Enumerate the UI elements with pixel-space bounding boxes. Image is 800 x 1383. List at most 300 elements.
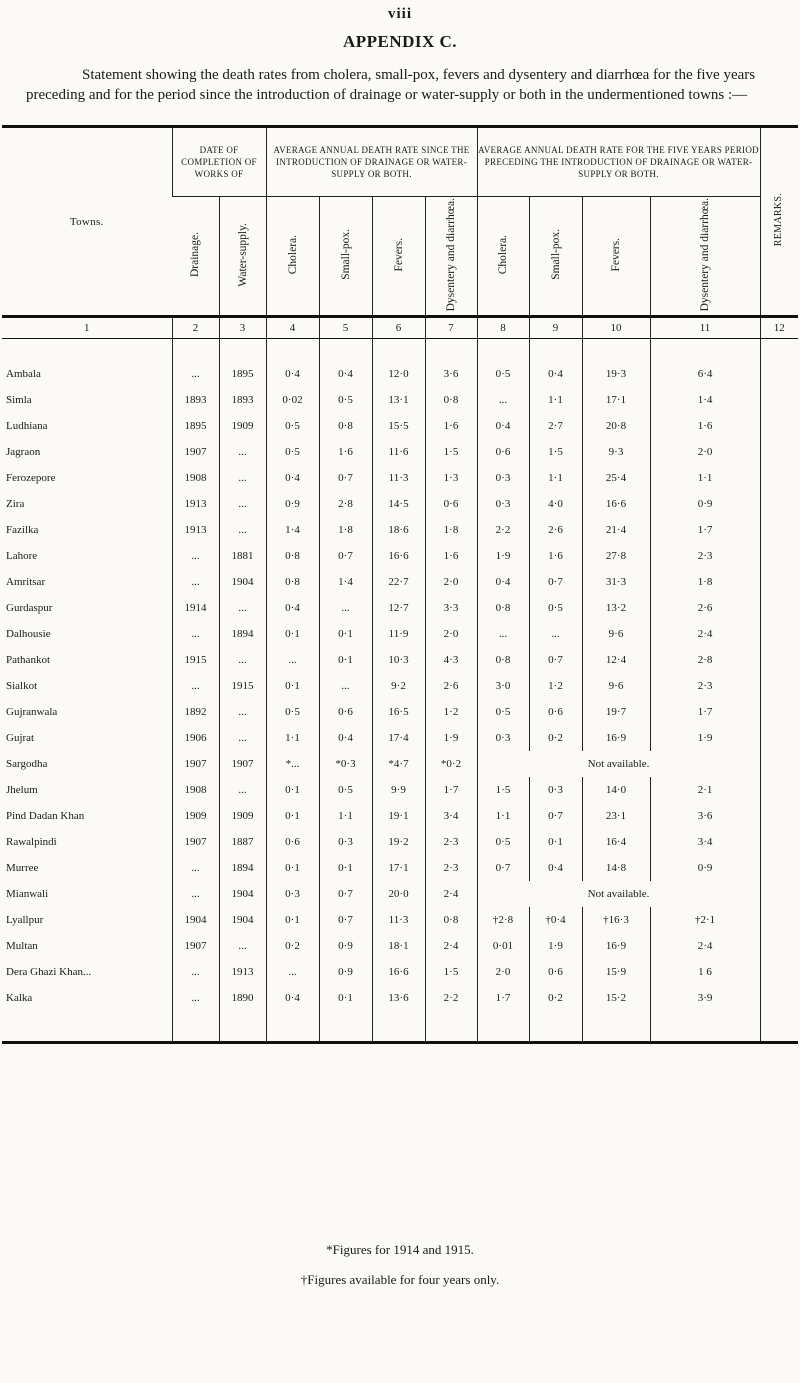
pre-cholera-cell: 1·9 [477, 543, 529, 569]
remarks-cell [760, 829, 798, 855]
since-cholera-cell: 0·1 [266, 621, 319, 647]
since-dysentery-cell: 2·4 [425, 881, 477, 907]
pre-cholera-cell: 0·8 [477, 595, 529, 621]
since-group-header: AVERAGE ANNUAL DEATH RATE SINCE THE INTRODUCTION OF DRAINAGE OR WATER-SUPPLY OR BOTH. [266, 127, 477, 197]
since-fevers-header [372, 197, 425, 317]
pre-smallpox-cell: 2·6 [529, 517, 582, 543]
remarks-cell [760, 621, 798, 647]
since-dysentery-cell: 2·0 [425, 621, 477, 647]
since-smallpox-cell: 0·1 [319, 985, 372, 1011]
town-cell: Fazilka [6, 524, 39, 536]
remarks-cell [760, 751, 798, 777]
pre-fevers-cell: 16·4 [582, 829, 650, 855]
pre-smallpox-cell: 0·7 [529, 647, 582, 673]
remarks-cell [760, 491, 798, 517]
pre-cholera-header [477, 197, 529, 317]
pre-fevers-cell: 21·4 [582, 517, 650, 543]
col-num: 1 [2, 317, 172, 339]
drainage-cell: 1892 [172, 699, 219, 725]
since-dysentery-cell: 0·8 [425, 907, 477, 933]
pre-cholera-cell: †2·8 [477, 907, 529, 933]
pre-smallpox-label: Small-pox. [549, 229, 562, 280]
remarks-cell [760, 517, 798, 543]
water-supply-cell: 1909 [219, 413, 266, 439]
pre-smallpox-cell: 0·2 [529, 985, 582, 1011]
table-row [2, 361, 798, 387]
remarks-cell [760, 439, 798, 465]
town-cell: Gurdaspur [6, 602, 53, 614]
since-fevers-cell: 11·3 [372, 465, 425, 491]
pre-dysentery-cell: 6·4 [650, 361, 760, 387]
pre-smallpox-cell: 1·1 [529, 465, 582, 491]
pre-fevers-cell: 16·6 [582, 491, 650, 517]
table-row [2, 907, 798, 933]
since-dysentery-cell: 1·5 [425, 959, 477, 985]
pre-dysentery-cell: †2·1 [650, 907, 760, 933]
since-dysentery-cell: 2·0 [425, 569, 477, 595]
since-smallpox-cell: 0·4 [319, 725, 372, 751]
pre-fevers-cell: 14·0 [582, 777, 650, 803]
pre-dysentery-cell: 3·9 [650, 985, 760, 1011]
water-supply-label: Water-supply. [236, 222, 249, 287]
remarks-cell [760, 855, 798, 881]
since-smallpox-cell: 1·4 [319, 569, 372, 595]
since-smallpox-cell: 0·7 [319, 543, 372, 569]
since-fevers-cell: 14·5 [372, 491, 425, 517]
water-supply-cell: ... [219, 777, 266, 803]
pre-smallpox-cell: 0·1 [529, 829, 582, 855]
since-fevers-label: Fevers. [392, 237, 405, 272]
death-rate-table [2, 125, 798, 1044]
since-dysentery-cell: 1·7 [425, 777, 477, 803]
town-cell: Gujranwala [6, 706, 58, 718]
since-cholera-header [266, 197, 319, 317]
water-supply-cell: 1904 [219, 881, 266, 907]
pre-fevers-cell: 9·6 [582, 673, 650, 699]
drainage-cell: 1906 [172, 725, 219, 751]
col-num: 10 [582, 317, 650, 339]
since-cholera-cell: 0·8 [266, 543, 319, 569]
since-smallpox-cell: 0·9 [319, 959, 372, 985]
since-cholera-cell: 0·5 [266, 413, 319, 439]
water-supply-cell: 1904 [219, 907, 266, 933]
since-smallpox-cell: 0·5 [319, 777, 372, 803]
since-cholera-cell: 0·1 [266, 855, 319, 881]
pre-smallpox-cell: 4·0 [529, 491, 582, 517]
remarks-cell [760, 959, 798, 985]
table-row [2, 517, 798, 543]
since-smallpox-cell: 0·7 [319, 881, 372, 907]
footnote-dagger: †Figures available for four years only. [300, 1272, 500, 1287]
water-supply-cell: 1915 [219, 673, 266, 699]
pre-dysentery-cell: 2·8 [650, 647, 760, 673]
town-cell: Lyallpur [6, 914, 44, 926]
since-cholera-cell: 0·1 [266, 803, 319, 829]
table-row [2, 933, 798, 959]
pre-fevers-cell: 20·8 [582, 413, 650, 439]
pre-cholera-label: Cholera. [497, 234, 510, 275]
pre-smallpox-cell: 0·2 [529, 725, 582, 751]
remarks-cell [760, 881, 798, 907]
water-supply-cell: 1887 [219, 829, 266, 855]
pre-cholera-cell: 3·0 [477, 673, 529, 699]
since-cholera-cell: 0·4 [266, 595, 319, 621]
not-available-cell: Not available. [477, 881, 760, 907]
water-supply-cell: 1881 [219, 543, 266, 569]
date-group-header: DATE OF COMPLETION OF WORKS OF [172, 127, 266, 197]
pre-fevers-header [582, 197, 650, 317]
table-row [2, 959, 798, 985]
since-fevers-cell: 18·1 [372, 933, 425, 959]
pre-dysentery-cell: 1·7 [650, 517, 760, 543]
since-cholera-cell: 1·4 [266, 517, 319, 543]
towns-header [2, 127, 172, 317]
pre-cholera-cell: 2·0 [477, 959, 529, 985]
water-supply-header [219, 197, 266, 317]
water-supply-cell: 1904 [219, 569, 266, 595]
since-dysentery-cell: 4·3 [425, 647, 477, 673]
remarks-cell [760, 465, 798, 491]
drainage-cell: 1895 [172, 413, 219, 439]
table-row [2, 465, 798, 491]
pre-fevers-cell: 17·1 [582, 387, 650, 413]
pre-dysentery-cell: 1·8 [650, 569, 760, 595]
town-cell: Rawalpindi [6, 836, 57, 848]
pre-cholera-cell: 2·2 [477, 517, 529, 543]
pre-dysentery-cell: 1·7 [650, 699, 760, 725]
drainage-cell: ... [172, 673, 219, 699]
drainage-cell: ... [172, 985, 219, 1011]
pre-dysentery-cell: 3·6 [650, 803, 760, 829]
pre-fevers-cell: 25·4 [582, 465, 650, 491]
water-supply-cell: 1895 [219, 361, 266, 387]
since-dysentery-cell: 2·6 [425, 673, 477, 699]
since-cholera-cell: ... [266, 959, 319, 985]
appendix-title: APPENDIX C. [342, 32, 458, 51]
pre-cholera-cell: 1·1 [477, 803, 529, 829]
town-cell: Dera Ghazi Khan... [6, 966, 92, 978]
drainage-cell: 1907 [172, 439, 219, 465]
remarks-cell [760, 361, 798, 387]
pre-cholera-cell: ... [477, 387, 529, 413]
town-cell: Jhelum [6, 784, 38, 796]
table-row [2, 491, 798, 517]
not-available-cell: Not available. [477, 751, 760, 777]
pre-dysentery-cell: 1·4 [650, 387, 760, 413]
town-cell: Lahore [6, 550, 38, 562]
since-cholera-label: Cholera. [286, 234, 299, 275]
drainage-header [172, 197, 219, 317]
col-num: 3 [219, 317, 266, 339]
col-num: 8 [477, 317, 529, 339]
water-supply-cell: ... [219, 699, 266, 725]
since-cholera-cell: 0·3 [266, 881, 319, 907]
pre-dysentery-cell: 2·6 [650, 595, 760, 621]
since-cholera-cell: 0·4 [266, 985, 319, 1011]
town-cell: Multan [6, 940, 38, 952]
pre-fevers-cell: 27·8 [582, 543, 650, 569]
town-cell: Ferozepore [6, 472, 56, 484]
since-cholera-cell: 0·8 [266, 569, 319, 595]
towns-header-label: Towns. [69, 215, 104, 228]
pre-dysentery-cell: 1·6 [650, 413, 760, 439]
since-cholera-cell: 0·6 [266, 829, 319, 855]
water-supply-cell: 1913 [219, 959, 266, 985]
drainage-cell: 1907 [172, 933, 219, 959]
since-dysentery-cell: 2·3 [425, 829, 477, 855]
pre-fevers-cell: 14·8 [582, 855, 650, 881]
water-supply-cell: ... [219, 465, 266, 491]
pre-fevers-label: Fevers. [610, 237, 623, 272]
pre-dysentery-cell: 2·3 [650, 543, 760, 569]
remarks-cell [760, 985, 798, 1011]
since-dysentery-cell: 3·3 [425, 595, 477, 621]
column-number-row [2, 317, 798, 339]
col-num: 5 [319, 317, 372, 339]
table-row [2, 777, 798, 803]
statement-text: Statement showing the death rates from cholera, small-pox, fevers and dysentery and diarrhœa for the five years preceding and for the period since the introduction of drainage or water-supply or both in the undermentioned towns :— [26, 67, 756, 103]
since-dysentery-cell: 1·5 [425, 439, 477, 465]
since-smallpox-cell: *0·3 [319, 751, 372, 777]
water-supply-cell: ... [219, 439, 266, 465]
table-row [2, 751, 798, 777]
since-smallpox-cell: 0·1 [319, 647, 372, 673]
since-smallpox-cell: 0·5 [319, 387, 372, 413]
since-dysentery-header [425, 197, 477, 317]
remarks-cell [760, 725, 798, 751]
town-cell: Sargodha [6, 758, 48, 770]
since-dysentery-cell: 0·6 [425, 491, 477, 517]
pre-dysentery-cell: 2·4 [650, 621, 760, 647]
since-dysentery-cell: 1·2 [425, 699, 477, 725]
col-num: 2 [172, 317, 219, 339]
since-cholera-cell: 0·1 [266, 673, 319, 699]
drainage-cell: 1907 [172, 829, 219, 855]
pre-fevers-cell: †16·3 [582, 907, 650, 933]
pre-dysentery-cell: 2·1 [650, 777, 760, 803]
col-num: 7 [425, 317, 477, 339]
water-supply-cell: ... [219, 725, 266, 751]
drainage-cell: 1908 [172, 465, 219, 491]
since-smallpox-cell: 0·7 [319, 465, 372, 491]
remarks-cell [760, 387, 798, 413]
pre-dysentery-cell: 2·3 [650, 673, 760, 699]
pre-smallpox-cell: 0·3 [529, 777, 582, 803]
water-supply-cell: 1893 [219, 387, 266, 413]
since-dysentery-label: Dysentery and diarrhœa. [445, 197, 458, 312]
water-supply-cell: 1894 [219, 621, 266, 647]
water-supply-cell: ... [219, 647, 266, 673]
drainage-cell: ... [172, 881, 219, 907]
since-smallpox-cell: 0·9 [319, 933, 372, 959]
pre-dysentery-cell: 1 6 [650, 959, 760, 985]
page-number: viii [387, 6, 412, 22]
since-fevers-cell: 11·3 [372, 907, 425, 933]
pre-smallpox-cell: 1·1 [529, 387, 582, 413]
since-smallpox-cell: 0·8 [319, 413, 372, 439]
pre-fevers-cell: 12·4 [582, 647, 650, 673]
since-cholera-cell: 1·1 [266, 725, 319, 751]
water-supply-cell: ... [219, 491, 266, 517]
pre-smallpox-cell: 0·5 [529, 595, 582, 621]
col-num: 12 [760, 317, 798, 339]
preceding-group-header: AVERAGE ANNUAL DEATH RATE FOR THE FIVE YEARS PERIOD PRECEDING THE INTRODUCTION OF DRAINAGE OR WATER-SUPPLY OR BOTH. [477, 127, 760, 197]
since-smallpox-cell: 0·1 [319, 855, 372, 881]
pre-cholera-cell: 1·5 [477, 777, 529, 803]
pre-dysentery-cell: 2·4 [650, 933, 760, 959]
since-dysentery-cell: 1·6 [425, 413, 477, 439]
pre-fevers-cell: 15·2 [582, 985, 650, 1011]
town-cell: Dalhousie [6, 628, 51, 640]
since-fevers-cell: 13·1 [372, 387, 425, 413]
pre-cholera-cell: 0·3 [477, 491, 529, 517]
drainage-cell: 1908 [172, 777, 219, 803]
since-fevers-cell: 22·7 [372, 569, 425, 595]
pre-fevers-cell: 16·9 [582, 725, 650, 751]
since-fevers-cell: 17·1 [372, 855, 425, 881]
since-cholera-cell: ... [266, 647, 319, 673]
table-row [2, 595, 798, 621]
pre-cholera-cell: 0·6 [477, 439, 529, 465]
pre-fevers-cell: 19·3 [582, 361, 650, 387]
drainage-cell: 1907 [172, 751, 219, 777]
pre-dysentery-cell: 1·1 [650, 465, 760, 491]
pre-smallpox-cell: 2·7 [529, 413, 582, 439]
pre-cholera-cell: 0·4 [477, 569, 529, 595]
since-fevers-cell: 11·6 [372, 439, 425, 465]
drainage-cell: 1914 [172, 595, 219, 621]
remarks-cell [760, 777, 798, 803]
since-fevers-cell: 16·5 [372, 699, 425, 725]
pre-smallpox-cell: ... [529, 621, 582, 647]
pre-smallpox-cell: 1·6 [529, 543, 582, 569]
pre-cholera-cell: 0·5 [477, 829, 529, 855]
col-num: 6 [372, 317, 425, 339]
remarks-cell [760, 413, 798, 439]
since-fevers-cell: 16·6 [372, 543, 425, 569]
pre-fevers-cell: 13·2 [582, 595, 650, 621]
since-fevers-cell: 11·9 [372, 621, 425, 647]
town-cell: Zira [6, 498, 25, 510]
pre-smallpox-cell: 0·4 [529, 855, 582, 881]
water-supply-cell: 1907 [219, 751, 266, 777]
remarks-cell [760, 699, 798, 725]
drainage-cell: ... [172, 543, 219, 569]
pre-cholera-cell: ... [477, 621, 529, 647]
table-bottom-rule [2, 1011, 798, 1043]
since-dysentery-cell: *0·2 [425, 751, 477, 777]
since-dysentery-cell: 0·8 [425, 387, 477, 413]
col-num: 11 [650, 317, 760, 339]
town-cell: Simla [6, 394, 32, 406]
table-body [2, 339, 798, 1043]
table-row [2, 803, 798, 829]
since-fevers-cell: 9·9 [372, 777, 425, 803]
since-cholera-cell: 0·5 [266, 699, 319, 725]
pre-cholera-cell: 0·5 [477, 699, 529, 725]
pre-cholera-cell: 0·4 [477, 413, 529, 439]
remarks-header [760, 127, 798, 317]
since-fevers-cell: 12·7 [372, 595, 425, 621]
remarks-cell [760, 673, 798, 699]
town-cell: Pathankot [6, 654, 50, 666]
remarks-cell [760, 933, 798, 959]
since-fevers-cell: 16·6 [372, 959, 425, 985]
since-dysentery-cell: 2·4 [425, 933, 477, 959]
pre-fevers-cell: 16·9 [582, 933, 650, 959]
pre-cholera-cell: 0·8 [477, 647, 529, 673]
table-row [2, 855, 798, 881]
drainage-cell: 1909 [172, 803, 219, 829]
remarks-cell [760, 543, 798, 569]
pre-dysentery-cell: 2·0 [650, 439, 760, 465]
pre-fevers-cell: 31·3 [582, 569, 650, 595]
since-fevers-cell: *4·7 [372, 751, 425, 777]
town-cell: Murree [6, 862, 39, 874]
drainage-cell: ... [172, 855, 219, 881]
town-cell: Kalka [6, 992, 33, 1004]
water-supply-cell: 1890 [219, 985, 266, 1011]
pre-fevers-cell: 19·7 [582, 699, 650, 725]
pre-fevers-cell: 9·6 [582, 621, 650, 647]
since-smallpox-cell: 1·6 [319, 439, 372, 465]
remarks-label: REMARKS. [773, 193, 785, 247]
pre-smallpox-cell: 0·4 [529, 361, 582, 387]
since-dysentery-cell: 2·3 [425, 855, 477, 881]
since-smallpox-label: Small-pox. [339, 229, 352, 280]
since-smallpox-cell: 0·4 [319, 361, 372, 387]
pre-cholera-cell: 0·3 [477, 725, 529, 751]
remarks-cell [760, 595, 798, 621]
since-cholera-cell: *... [266, 751, 319, 777]
pre-fevers-cell: 23·1 [582, 803, 650, 829]
table-row [2, 413, 798, 439]
pre-cholera-cell: 0·5 [477, 361, 529, 387]
town-cell: Mianwali [6, 888, 49, 900]
pre-smallpox-cell: 1·9 [529, 933, 582, 959]
drainage-cell: ... [172, 959, 219, 985]
water-supply-cell: ... [219, 595, 266, 621]
since-dysentery-cell: 3·4 [425, 803, 477, 829]
since-fevers-cell: 17·4 [372, 725, 425, 751]
col-num: 4 [266, 317, 319, 339]
pre-cholera-cell: 1·7 [477, 985, 529, 1011]
remarks-cell [760, 569, 798, 595]
since-smallpox-cell: 1·1 [319, 803, 372, 829]
pre-dysentery-cell: 1·9 [650, 725, 760, 751]
since-smallpox-cell: 0·6 [319, 699, 372, 725]
footnote-star: *Figures for 1914 and 1915. [326, 1242, 474, 1257]
since-dysentery-cell: 2·2 [425, 985, 477, 1011]
pre-cholera-cell: 0·3 [477, 465, 529, 491]
since-fevers-cell: 9·2 [372, 673, 425, 699]
table-row [2, 569, 798, 595]
town-cell: Sialkot [6, 680, 38, 692]
since-fevers-cell: 15·5 [372, 413, 425, 439]
pre-cholera-cell: 0·7 [477, 855, 529, 881]
col-num: 9 [529, 317, 582, 339]
since-dysentery-cell: 1·3 [425, 465, 477, 491]
since-fevers-cell: 13·6 [372, 985, 425, 1011]
table-row [2, 543, 798, 569]
water-supply-cell: 1909 [219, 803, 266, 829]
since-cholera-cell: 0·9 [266, 491, 319, 517]
since-cholera-cell: 0·4 [266, 361, 319, 387]
water-supply-cell: ... [219, 517, 266, 543]
table-row [2, 829, 798, 855]
since-smallpox-cell: 0·3 [319, 829, 372, 855]
remarks-cell [760, 647, 798, 673]
